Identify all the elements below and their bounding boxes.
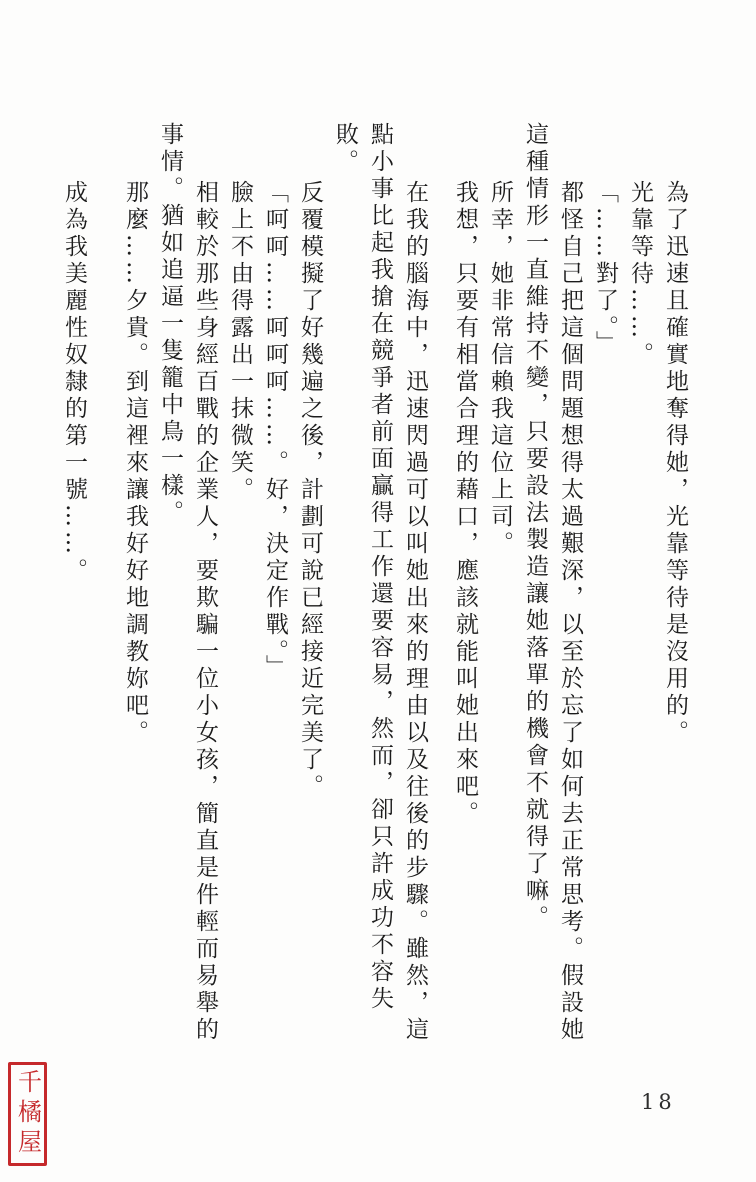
text-column: 敗。 (332, 122, 358, 176)
text-column: 相較於那些身經百戰的企業人，要欺騙一位小女孩，簡直是件輕而易舉的 (192, 180, 218, 1044)
text-column: 光靠等待……。 (627, 180, 653, 369)
publisher-seal (8, 1062, 47, 1166)
text-column: 臉上不由得露出一抹微笑。 (227, 180, 253, 504)
text-column: 這種情形一直維持不變，只要設法製造讓她落單的機會不就得了嘛。 (522, 122, 548, 932)
text-column: 點小事比起我搶在競爭者前面贏得工作還要容易，然而，卻只許成功不容失 (367, 122, 393, 1013)
text-column: 事情。猶如追逼一隻籠中鳥一樣。 (157, 122, 183, 527)
text-column: 在我的腦海中，迅速閃過可以叫她出來的理由以及往後的步驟。雖然，這 (402, 180, 428, 1044)
text-column: 我想，只要有相當合理的藉口，應該就能叫她出來吧。 (452, 180, 478, 828)
text-column: 「……對了。」 (592, 180, 618, 358)
vertical-text-block (56, 122, 692, 1047)
text-column: 都怪自己把這個問題想得太過艱深，以至於忘了如何去正常思考。假設她 (557, 180, 583, 1044)
text-column: 「呵呵……呵呵呵……。好，決定作戰。」 (262, 180, 288, 682)
text-column: 那麼……夕貴。到這裡來讓我好好地調教妳吧。 (122, 180, 148, 747)
text-column: 為了迅速且確實地奪得她，光靠等待是沒用的。 (662, 180, 688, 747)
publisher-seal-text: 千橘屋 (13, 1069, 42, 1159)
page-number: 18 (641, 1090, 676, 1114)
text-column: 所幸，她非常信賴我這位上司。 (487, 180, 513, 558)
text-column: 反覆模擬了好幾遍之後，計劃可說已經接近完美了。 (297, 180, 323, 801)
text-column: 成為我美麗性奴隸的第一號……。 (61, 180, 87, 585)
